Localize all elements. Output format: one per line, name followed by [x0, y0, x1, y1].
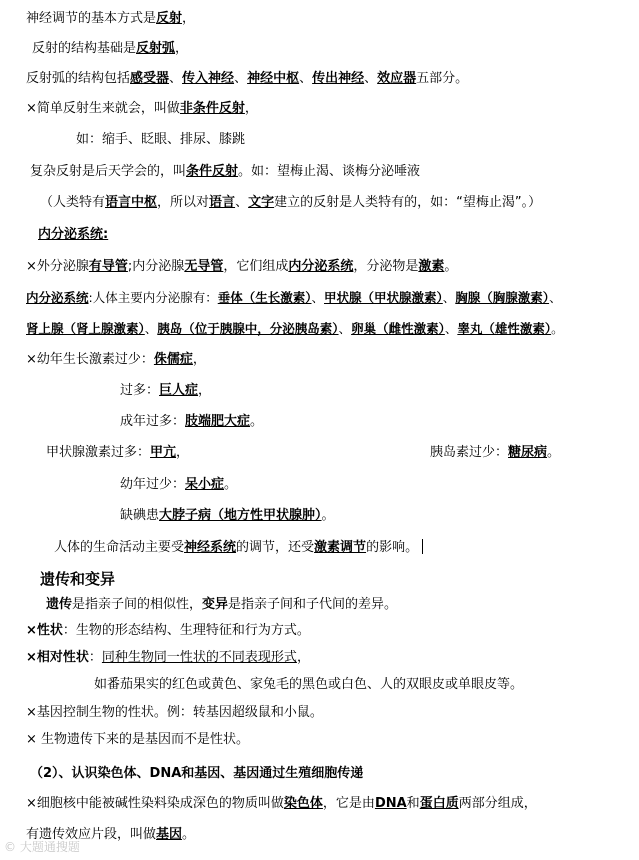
text: 。 [444, 259, 458, 274]
term-language: 语言 [209, 195, 236, 210]
text: 幼年过少： [120, 477, 186, 492]
text: 、 [338, 321, 352, 336]
term-cretinism: 呆小症 [185, 477, 225, 492]
definition-relative-trait: 同种生物同一性状的不同表现形式 [101, 650, 297, 665]
term-language-center: 语言中枢 [105, 195, 158, 210]
text: 如：缩手、眨眼、排尿、膝跳 [76, 132, 246, 147]
term-reflex-arc: 反射弧 [136, 41, 176, 56]
term-nervous-system: 神经系统 [184, 540, 237, 555]
term-reflex: 反射 [156, 11, 183, 26]
term-receptor: 感受器 [130, 71, 170, 86]
text: 成年过多： [120, 414, 186, 429]
text: ×细胞核中能被碱性染料染成深色的物质叫做 [26, 796, 284, 811]
text: 、 [444, 321, 458, 336]
text: 反射弧的结构包括 [26, 71, 131, 86]
text: 是指亲子间的相似性， [72, 597, 203, 612]
text: 、 [299, 71, 313, 86]
line-iodine [120, 507, 335, 525]
text: ×外分泌腺 [26, 259, 89, 274]
text: ，分泌物是 [353, 259, 419, 274]
text: 如番茄果实的红色或黄色、家兔毛的黑色或白色、人的双眼皮或单眼皮等。 [94, 677, 524, 692]
text: 五部分。 [416, 71, 469, 86]
term-acromegaly: 肢端肥大症 [185, 414, 251, 429]
line-reflex-basic [26, 10, 195, 28]
term-unconditioned-reflex: 非条件反射 [179, 101, 245, 116]
text: ：生物的形态结构、生理特征和行为方式。 [62, 623, 310, 638]
term-ovary: 卵巢（雌性激素） [351, 321, 445, 336]
line-trait-examples [94, 676, 523, 694]
text: 。 [224, 477, 238, 492]
term-chromosome: 染色体 [283, 796, 323, 811]
line-trait [26, 622, 310, 640]
term-variation: 变异 [202, 597, 229, 612]
heading-endocrine [38, 226, 108, 244]
text: ， [182, 11, 196, 26]
line-unconditioned [26, 100, 258, 118]
term-hyperthyroidism: 甲亢 [150, 445, 177, 460]
text: ， [296, 650, 310, 665]
line-gh-child-high [120, 382, 211, 400]
term-nerve-center: 神经中枢 [247, 71, 300, 86]
heading-heredity-variation [40, 570, 115, 588]
text: ， [192, 352, 206, 367]
line-main-glands-1 [26, 289, 562, 307]
line-conditioned [30, 163, 420, 181]
text: 遗传和变异 [40, 570, 116, 588]
text: × 生物遗传下来的是基因而不是性状。 [26, 732, 250, 747]
term-has-duct: 有导管 [88, 259, 128, 274]
line-reflex-arc [32, 40, 188, 58]
text: 建立的反射是人类特有的，如：“望梅止渴”。） [274, 195, 542, 210]
term-heredity: 遗传 [46, 597, 73, 612]
text: 。 [321, 508, 335, 523]
text: 。 [547, 445, 561, 460]
term-writing: 文字 [248, 195, 275, 210]
line-insulin-low [430, 444, 560, 462]
text: 、 [364, 71, 378, 86]
term-testis: 睾丸（雄性激素） [457, 321, 552, 336]
text: 内分泌系统: [38, 227, 109, 242]
text: ;内分泌腺 [127, 259, 185, 274]
term-goiter: 大脖子病（地方性甲状腺肿） [159, 508, 322, 523]
text: ： [88, 650, 102, 665]
line-heredity-definition [46, 596, 397, 614]
term-gene: 基因 [156, 827, 183, 842]
text: 、 [311, 290, 325, 305]
text: ，它们组成 [223, 259, 289, 274]
text: ，它是由 [322, 796, 375, 811]
text: 神经调节的基本方式是 [26, 11, 157, 26]
text: 是指亲子间和子代间的差异。 [228, 597, 398, 612]
text: 胰岛素过少： [430, 445, 509, 460]
text: 。 [182, 827, 196, 842]
text: 。 [551, 321, 564, 336]
text: ×幼年生长激素过少： [26, 352, 154, 367]
text: 的调节，还受 [236, 540, 315, 555]
text: :人体主要内分泌腺有： [88, 290, 218, 305]
term-gigantism: 巨人症 [159, 383, 199, 398]
text: 过多： [120, 383, 160, 398]
term-pituitary: 垂体（生长激素） [217, 290, 312, 305]
text: （2）、认识染色体、DNA和基因、基因通过生殖细胞传递 [30, 766, 364, 781]
text: 、 [442, 290, 456, 305]
text: 甲状腺激素过多： [46, 445, 151, 460]
term-endocrine-system: 内分泌系统 [288, 259, 354, 274]
term-relative-trait: ×相对性状 [26, 650, 89, 665]
text: 、 [549, 290, 562, 305]
term-diabetes: 糖尿病 [508, 445, 548, 460]
term-hormone-regulation: 激素调节 [314, 540, 367, 555]
text: 。如：望梅止渴、谈梅分泌唾液 [238, 164, 421, 179]
text: 有遗传效应片段，叫做 [26, 827, 157, 842]
term-afferent-nerve: 传入神经 [182, 71, 235, 86]
term-conditioned-reflex: 条件反射 [186, 164, 239, 179]
term-protein: 蛋白质 [419, 796, 459, 811]
text: 、 [235, 195, 249, 210]
line-gene-control [26, 704, 323, 722]
text: ×基因控制生物的性状。例：转基因超级鼠和小鼠。 [26, 705, 323, 720]
text: ×简单反射生来就会，叫做 [26, 101, 180, 116]
text: 复杂反射是后天学会的，叫 [30, 164, 187, 179]
line-gh-adult-high [120, 413, 263, 431]
line-thyroid-child-low [120, 476, 237, 494]
term-dna: DNA [374, 796, 407, 811]
term-trait: ×性状 [26, 623, 63, 638]
text: ， [175, 41, 189, 56]
term-thymus: 胸腺（胸腺激素） [455, 290, 550, 305]
text: ，所以对 [157, 195, 210, 210]
term-thyroid: 甲状腺（甲状腺激素） [324, 290, 443, 305]
line-relative-trait [26, 649, 310, 667]
line-gh-child-low [26, 351, 206, 369]
term-hormone: 激素 [418, 259, 445, 274]
term-islets: 胰岛（位于胰腺中，分泌胰岛素） [157, 321, 339, 336]
text: 的影响。 [366, 540, 419, 555]
line-gene-inherited [26, 731, 249, 749]
text: 、 [169, 71, 183, 86]
term-effector: 效应器 [377, 71, 417, 86]
text: 人体的生命活动主要受 [54, 540, 185, 555]
text: 、 [234, 71, 248, 86]
line-chromosome [26, 795, 537, 813]
term-adrenal: 肾上腺（肾上腺激素） [26, 321, 145, 336]
line-main-glands-2 [26, 320, 564, 338]
text: 、 [144, 321, 158, 336]
term-no-duct: 无导管 [184, 259, 224, 274]
term-endocrine-system: 内分泌系统 [26, 290, 89, 305]
line-regulation [54, 539, 423, 557]
line-language-center [40, 194, 541, 212]
text: ， [198, 383, 212, 398]
text: （人类特有 [40, 195, 106, 210]
text-cursor [422, 539, 423, 554]
line-arc-structure [26, 70, 468, 88]
text: 两部分组成， [458, 796, 537, 811]
watermark: © 大题通搜题 [4, 840, 80, 854]
text: ， [244, 101, 258, 116]
text: ， [176, 445, 190, 460]
term-dwarfism: 侏儒症 [153, 352, 193, 367]
text: 反射的结构基础是 [32, 41, 137, 56]
line-glands [26, 258, 457, 276]
text: 。 [250, 414, 264, 429]
text: 缺碘患 [120, 508, 160, 523]
line-thyroid-high [46, 444, 189, 462]
text: 和 [406, 796, 420, 811]
term-efferent-nerve: 传出神经 [312, 71, 365, 86]
line-examples [76, 131, 245, 149]
heading-chromosome-section [30, 765, 363, 783]
